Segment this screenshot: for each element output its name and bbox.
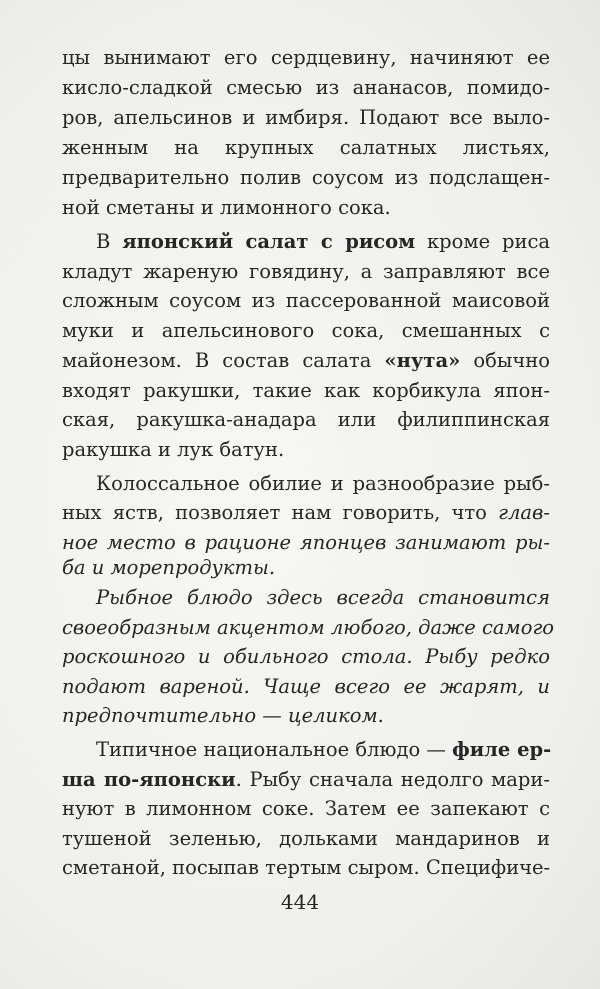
italic-text: ба и морепродукты. xyxy=(62,556,276,579)
text: ной сметаны и лимонного сока. xyxy=(62,196,391,219)
text: женным на крупных салатных листьях, xyxy=(62,136,550,159)
italic-text: подают вареной. Чаще всего ее жарят, и xyxy=(62,675,550,698)
italic-text: глав- xyxy=(498,501,550,524)
text: В xyxy=(96,230,123,253)
text-line xyxy=(62,701,550,731)
text-line xyxy=(62,316,550,346)
text-line xyxy=(62,642,550,672)
text: нуют в лимонном соке. Затем ее запекают с xyxy=(62,797,550,820)
text-line xyxy=(62,435,550,465)
text-line xyxy=(62,257,550,287)
italic-text: Рыбное блюдо здесь всегда становится xyxy=(96,586,550,609)
text: Типичное национальное блюдо — xyxy=(96,738,453,761)
text: . Рыбу сначала недолго мари- xyxy=(235,768,550,791)
text: кисло-сладкой смесью из ананасов, помидо- xyxy=(62,76,550,99)
text-line xyxy=(96,469,550,499)
text: Колоссальное обилие и разнообразие рыб- xyxy=(96,472,550,495)
text-line xyxy=(62,765,550,795)
bold-term: ша по-японски xyxy=(62,768,236,791)
italic-text: роскошного и обильного стола. Рыбу редко xyxy=(62,645,550,668)
text-line xyxy=(96,227,550,257)
text-line xyxy=(62,133,550,163)
text: сметаной, посыпав тертым сыром. Специфиче- xyxy=(62,856,551,879)
text-line xyxy=(62,286,550,316)
text-line xyxy=(96,583,550,613)
text: кладут жареную говядину, а заправляют все xyxy=(62,260,550,283)
text-line xyxy=(62,794,550,824)
text-line xyxy=(62,193,550,223)
text: майонезом. В состав салата xyxy=(62,349,385,372)
text-line xyxy=(62,613,555,643)
text: цы вынимают его сердцевину, начиняют ее xyxy=(62,46,550,69)
text-line xyxy=(62,376,550,406)
text-line xyxy=(62,405,550,435)
text-line xyxy=(62,498,550,528)
text-line xyxy=(62,346,550,376)
text-line xyxy=(62,553,550,583)
text-line xyxy=(62,43,550,73)
bold-term: «нута» xyxy=(384,349,461,372)
text: предварительно полив соусом из подслащен- xyxy=(62,166,550,189)
italic-text: ное место в рационе японцев занимают ры- xyxy=(62,531,550,554)
text: ных яств, позволяет нам говорить, что xyxy=(62,501,499,524)
text: ров, апельсинов и имбиря. Подают все выло- xyxy=(62,106,550,129)
text: обычно xyxy=(460,349,550,372)
text-line xyxy=(62,103,550,133)
text-line xyxy=(62,73,550,103)
text-line xyxy=(62,163,550,193)
page-number: 444 xyxy=(280,890,320,914)
text-line xyxy=(96,735,550,765)
text: ракушка и лук батун. xyxy=(62,438,285,461)
text: входят ракушки, такие как корбикула япон- xyxy=(62,379,550,402)
italic-text: предпочтительно — целиком. xyxy=(62,704,384,727)
italic-text: своеобразным акцентом любого, даже самого xyxy=(62,616,555,639)
text: муки и апельсинового сока, смешанных с xyxy=(62,319,550,342)
text: тушеной зеленью, дольками мандаринов и xyxy=(62,827,550,850)
text-line xyxy=(62,824,550,854)
text-line xyxy=(62,853,550,883)
bold-term: филе ер- xyxy=(452,738,552,761)
text: сложным соусом из пассерованной маисовой xyxy=(62,289,550,312)
text: кроме риса xyxy=(415,230,550,253)
text: ская, ракушка-анадара или филиппинская xyxy=(62,408,550,431)
bold-term: японский салат с рисом xyxy=(122,230,416,253)
text-line xyxy=(62,672,550,702)
